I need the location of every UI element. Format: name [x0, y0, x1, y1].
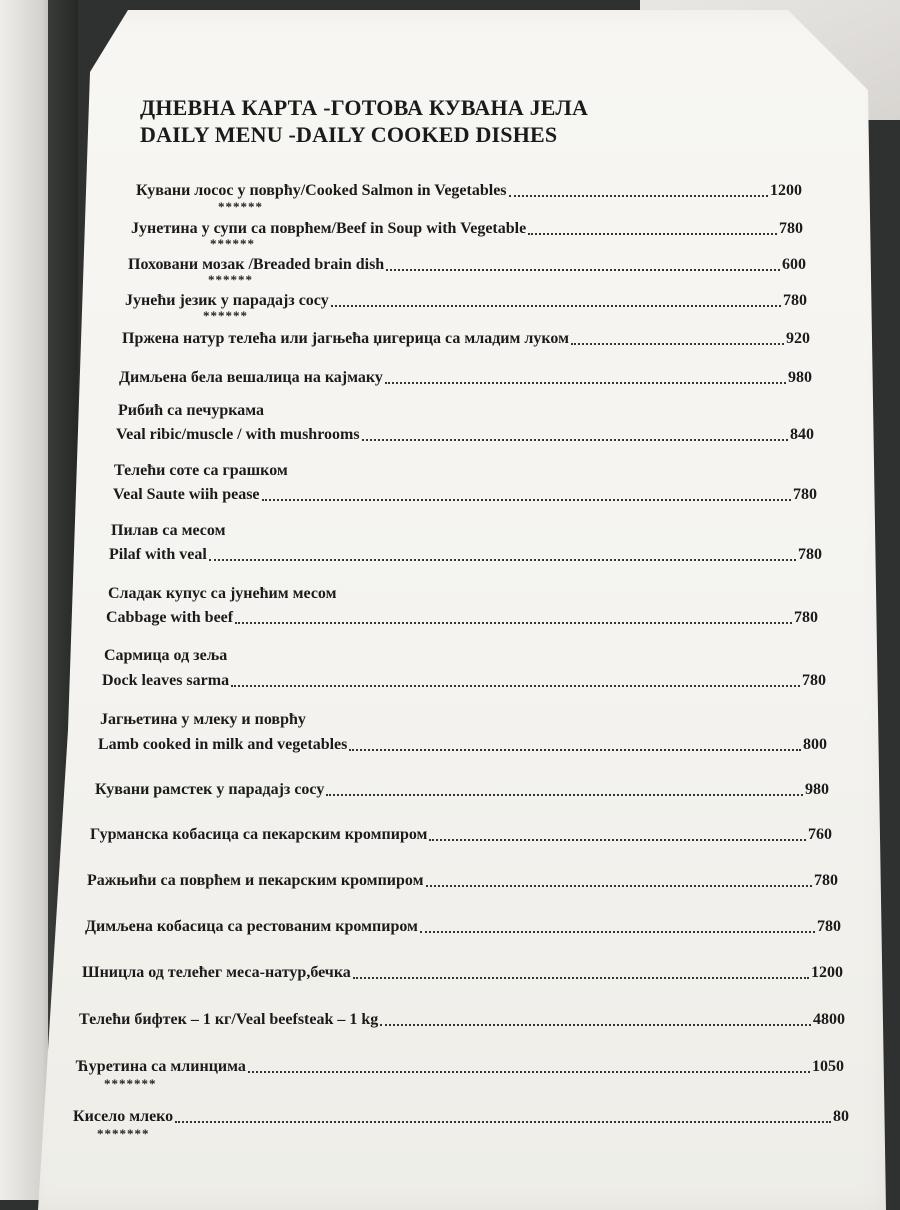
- menu-item-name-serbian: Сармица од зеља: [104, 647, 228, 664]
- menu-item: [85, 916, 841, 936]
- menu-item-stars: *******: [97, 1126, 150, 1141]
- menu-item-price: 840: [790, 426, 814, 443]
- menu-item-price: 1200: [770, 182, 802, 199]
- menu-item-name-serbian: Сладак купус са јунећим месом: [108, 585, 337, 602]
- menu-item-name: Кувани лосос у поврћу/Cooked Salmon in Vegetables: [136, 182, 507, 199]
- menu-item-name: Dock leaves sarma: [102, 672, 230, 689]
- menu-item-price: 1050: [812, 1058, 844, 1075]
- leader-dots: [349, 739, 801, 751]
- menu-item: [79, 1009, 845, 1029]
- menu-item-name: Поховани мозак /Breaded brain dish: [128, 256, 385, 273]
- menu-item-name: Pilaf with veal: [109, 546, 207, 563]
- menu-item-name: Телећи бифтек – 1 кг/Veal beefsteak – 1 kg: [79, 1011, 379, 1028]
- leader-dots: [209, 549, 796, 561]
- menu-item: [125, 290, 807, 310]
- menu-item-name: Ражњићи са поврћем и пекарским кромпиром: [87, 872, 424, 889]
- menu-item-price: 780: [793, 486, 817, 503]
- menu-item: [122, 328, 810, 348]
- leader-dots: [509, 185, 768, 197]
- menu-item-price: 780: [802, 672, 826, 689]
- menu-item-name: Пржена натур телећа или јагњећа џигерица са младим луком: [122, 330, 569, 347]
- leader-dots: [326, 784, 803, 796]
- menu-item-price: 80: [833, 1108, 849, 1125]
- menu-item-name: Димљена бела вешалица на кајмаку: [119, 369, 383, 386]
- menu-item-price: 980: [805, 781, 829, 798]
- menu-item-price: 4800: [813, 1011, 845, 1028]
- menu-item: [136, 180, 802, 200]
- leader-dots: [380, 1014, 811, 1026]
- menu-item-name-serbian: Пилав са месом: [111, 522, 226, 539]
- menu-item-price: 780: [798, 546, 822, 563]
- menu-item-name: Lamb cooked in milk and vegetables: [98, 736, 348, 753]
- menu-item-price: 920: [786, 330, 810, 347]
- menu-item-name: Димљена кобасица са рестованим кромпиром: [85, 918, 418, 935]
- menu-item-price: 800: [803, 736, 827, 753]
- menu-item: [90, 824, 832, 844]
- menu-item-name: Гурманска кобасица са пекарским кромпиром: [90, 826, 428, 843]
- menu-item: [113, 484, 817, 504]
- leader-dots: [420, 921, 815, 933]
- menu-item-price: 780: [817, 918, 841, 935]
- menu-item-stars: ******: [208, 272, 253, 287]
- leader-dots: [331, 295, 781, 307]
- leader-dots: [528, 223, 777, 235]
- menu-item-stars: ******: [203, 308, 248, 323]
- menu-item: [95, 779, 829, 799]
- menu-title-serbian: ДНЕВНА КАРТА -ГОТОВА КУВАНА ЈЕЛА: [140, 95, 589, 120]
- leader-dots: [353, 967, 809, 979]
- menu-item-name: Шницла од телећег меса-натур,бечка: [82, 964, 351, 981]
- menu-item: [109, 544, 822, 564]
- menu-item: [76, 1056, 844, 1076]
- menu-item-name: Јунетина у супи са поврћем/Beef in Soup with Vegetable: [131, 220, 527, 237]
- leader-dots: [262, 489, 791, 501]
- menu-item: [106, 607, 818, 627]
- menu-item: [98, 734, 827, 754]
- menu-item-price: 780: [814, 872, 838, 889]
- leader-dots: [175, 1111, 831, 1123]
- menu-item: [87, 870, 838, 890]
- leader-dots: [429, 829, 806, 841]
- menu-item-name: Кувани рамстек у парадајз сосу: [95, 781, 325, 798]
- leader-dots: [235, 612, 792, 624]
- menu-item: [82, 962, 843, 982]
- menu-item: [131, 218, 803, 238]
- leader-dots: [386, 259, 780, 271]
- menu-item-stars: ******: [218, 199, 263, 214]
- menu-item-price: 780: [779, 220, 803, 237]
- menu-item-price: 780: [783, 292, 807, 309]
- leader-dots: [385, 372, 786, 384]
- menu-item-name: Јунећи језик у парадајз сосу: [125, 292, 329, 309]
- menu-item-price: 980: [788, 369, 812, 386]
- menu-item-price: 760: [808, 826, 832, 843]
- menu-item-price: 780: [794, 609, 818, 626]
- menu-item: [116, 424, 814, 444]
- menu-item-price: 600: [782, 256, 806, 273]
- menu-item-name: Veal ribic/muscle / with mushrooms: [116, 426, 360, 443]
- menu-item-name: Veal Saute wiih pease: [113, 486, 260, 503]
- menu-item: [128, 254, 806, 274]
- menu-item: [73, 1106, 849, 1126]
- menu-title-english: DAILY MENU -DAILY COOKED DISHES: [140, 122, 558, 147]
- menu-item-stars: ******: [210, 236, 255, 251]
- leader-dots: [571, 333, 784, 345]
- leader-dots: [426, 875, 812, 887]
- menu-item-name-serbian: Рибић са печуркама: [118, 402, 265, 419]
- menu-item-stars: *******: [104, 1076, 157, 1091]
- leader-dots: [231, 675, 800, 687]
- menu-item-name-serbian: Јагњетина у млеку и поврћу: [100, 711, 306, 728]
- menu-item-name-serbian: Телећи соте са грашком: [114, 462, 288, 479]
- leader-dots: [362, 429, 788, 441]
- menu-item-price: 1200: [811, 964, 843, 981]
- menu-item-name: Кисело млеко: [73, 1108, 174, 1125]
- leader-dots: [248, 1061, 810, 1073]
- menu-item-name: Ћуретина са млинцима: [76, 1058, 246, 1075]
- menu-item: [102, 670, 826, 690]
- menu-item-name: Cabbage with beef: [106, 609, 234, 626]
- menu-item: [119, 367, 812, 387]
